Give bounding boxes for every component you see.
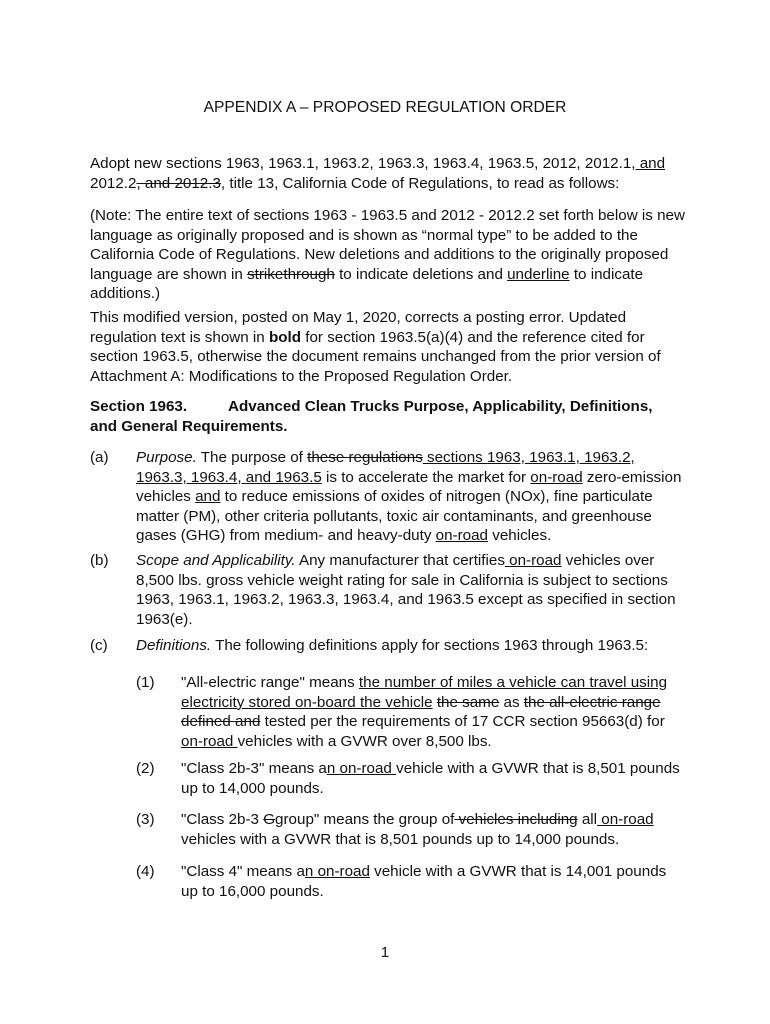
intro-text: Adopt new sections 1963, 1963.1, 1963.2, 1963.3, 1963.4, 1963.5, 2012, 2012.1 [90,155,632,172]
definition-1-text [181,673,681,751]
definition-text: vehicles with a GVWR that is 8,501 pounds up to 14,000 pounds. [181,830,620,848]
document-title: APPENDIX A – PROPOSED REGULATION ORDER [203,99,567,116]
inserted-text: on-road [504,552,562,569]
subsection-a-body: zero-emission vehicles [136,468,682,506]
section-title-line1: Advanced Clean Trucks Purpose, Applicability, Definitions, [228,398,653,415]
purpose-heading: Purpose. [136,449,197,466]
inserted-text: sections 1963, 1963.1, 1963.2, 1963.3, 1963.4, and 1963.5 [136,449,635,486]
definition-text: vehicles with a GVWR over 8,500 lbs. [237,732,492,750]
inserted-text: g [275,811,284,828]
inserted-text: on-road [435,527,488,545]
modified-text: for section 1963.5(a)(4) and the reference cited for section 1963.5, otherwise the document remains unchanged from the prior version of Attachment A: Modifications to the Proposed Regulation Order. [90,328,661,385]
subsection-c-body: The following definitions apply for sections 1963 through 1963.5: [211,637,649,654]
definition-text: roup" means the group of [283,811,455,828]
inserted-text: n on-road [326,760,397,777]
inserted-text: on-road [530,468,583,486]
definition-text: as [499,693,524,711]
subsection-c-label: (c) [90,637,108,654]
strikethrough-example: strikethrough [247,265,335,283]
scope-heading: Scope and Applicability. [136,552,296,569]
definition-text: all [577,811,598,828]
definition-text: "Class 2b-3" means a [181,760,327,777]
subsection-a-body: is to accelerate the market for [321,468,531,486]
inserted-text: and [195,488,221,506]
deleted-text: the same [436,693,500,711]
definition-text: tested per the requirements of 17 CCR section 95663(d) for [260,713,665,731]
definition-4-label: (4) [136,863,155,880]
inserted-text: on-road [181,732,238,750]
subsection-c-text [136,636,696,656]
intro-inserted-and: , and [631,155,666,172]
definition-3-label: (3) [136,811,155,828]
definition-text: vehicle with a GVWR that is 8,501 pounds up to 14,000 pounds. [181,760,680,797]
definition-text: "Class 2b-3 [181,811,264,828]
bold-example: bold [268,328,302,346]
deleted-text: these regulations [307,449,423,466]
subsection-b-label: (b) [90,552,109,569]
definition-4-text [181,862,681,901]
subsection-b-body: Any manufacturer that certifies [295,552,505,569]
underline-example: underline [507,265,570,283]
note-paragraph [90,206,690,304]
deleted-text: the all-electric range defined and [181,693,661,731]
subsection-b-text [136,551,688,629]
subsection-a-body: to reduce emissions of oxides of nitrogen (NOx), fine particulate matter (PM), other criteria pollutants, toxic air contaminants, and greenhouse gases (GHG) from medium- and heavy-duty [136,488,653,545]
definition-2-label: (2) [136,760,155,777]
intro-paragraph [90,154,690,193]
definition-text: "All-electric range" means [181,674,359,691]
deleted-text: G [263,811,276,828]
inserted-text: n on-road [304,863,370,880]
definition-2-text [181,759,681,798]
note-text: to indicate deletions and [334,265,508,283]
definition-text: "Class 4" means a [181,863,305,880]
deleted-text: vehicles including [454,811,578,828]
note-text: (Note: The entire text of sections 1963 - 1963.5 and 2012 - 2012.2 set forth below is new language as originally proposed and is shown as “normal type” to be added to the California Code of Regulations. New deletions and additions to the originally proposed language are shown in [90,207,685,283]
subsection-a-body: The purpose of [196,449,308,466]
modified-version-paragraph [90,308,690,386]
modified-text: This modified version, posted on May 1, 2020, corrects a posting error. Updated regulation text is shown in [90,309,627,346]
note-text: to indicate additions.) [90,265,644,303]
intro-deleted-text: , and 2012.3 [136,174,221,192]
intro-text: 2012.2 [90,174,137,192]
subsection-a-body: vehicles. [488,527,552,545]
definition-1-label: (1) [136,674,155,691]
inserted-text: the number of miles a vehicle can travel using electricity stored on-board the vehicle [181,674,668,711]
subsection-a-text [136,448,688,546]
page-number: 1 [380,944,390,961]
definitions-heading: Definitions. [136,637,212,654]
subsection-a-label: (a) [90,449,109,466]
inserted-text: on-road [597,811,654,828]
definition-text: vehicle with a GVWR that is 14,001 pounds up to 16,000 pounds. [181,863,667,900]
section-number: Section 1963. [90,398,188,415]
section-title-line2: and General Requirements. [90,417,288,435]
definition-3-text [181,810,681,849]
intro-text: , title 13, California Code of Regulations, to read as follows: [220,174,620,192]
subsection-b-body: vehicles over 8,500 lbs. gross vehicle weight rating for sale in California is subject to sections 1963, 1963.1, 1963.2, 1963.3, 1963.4, and 1963.5 except as specified in section 1963(e). [136,552,676,628]
